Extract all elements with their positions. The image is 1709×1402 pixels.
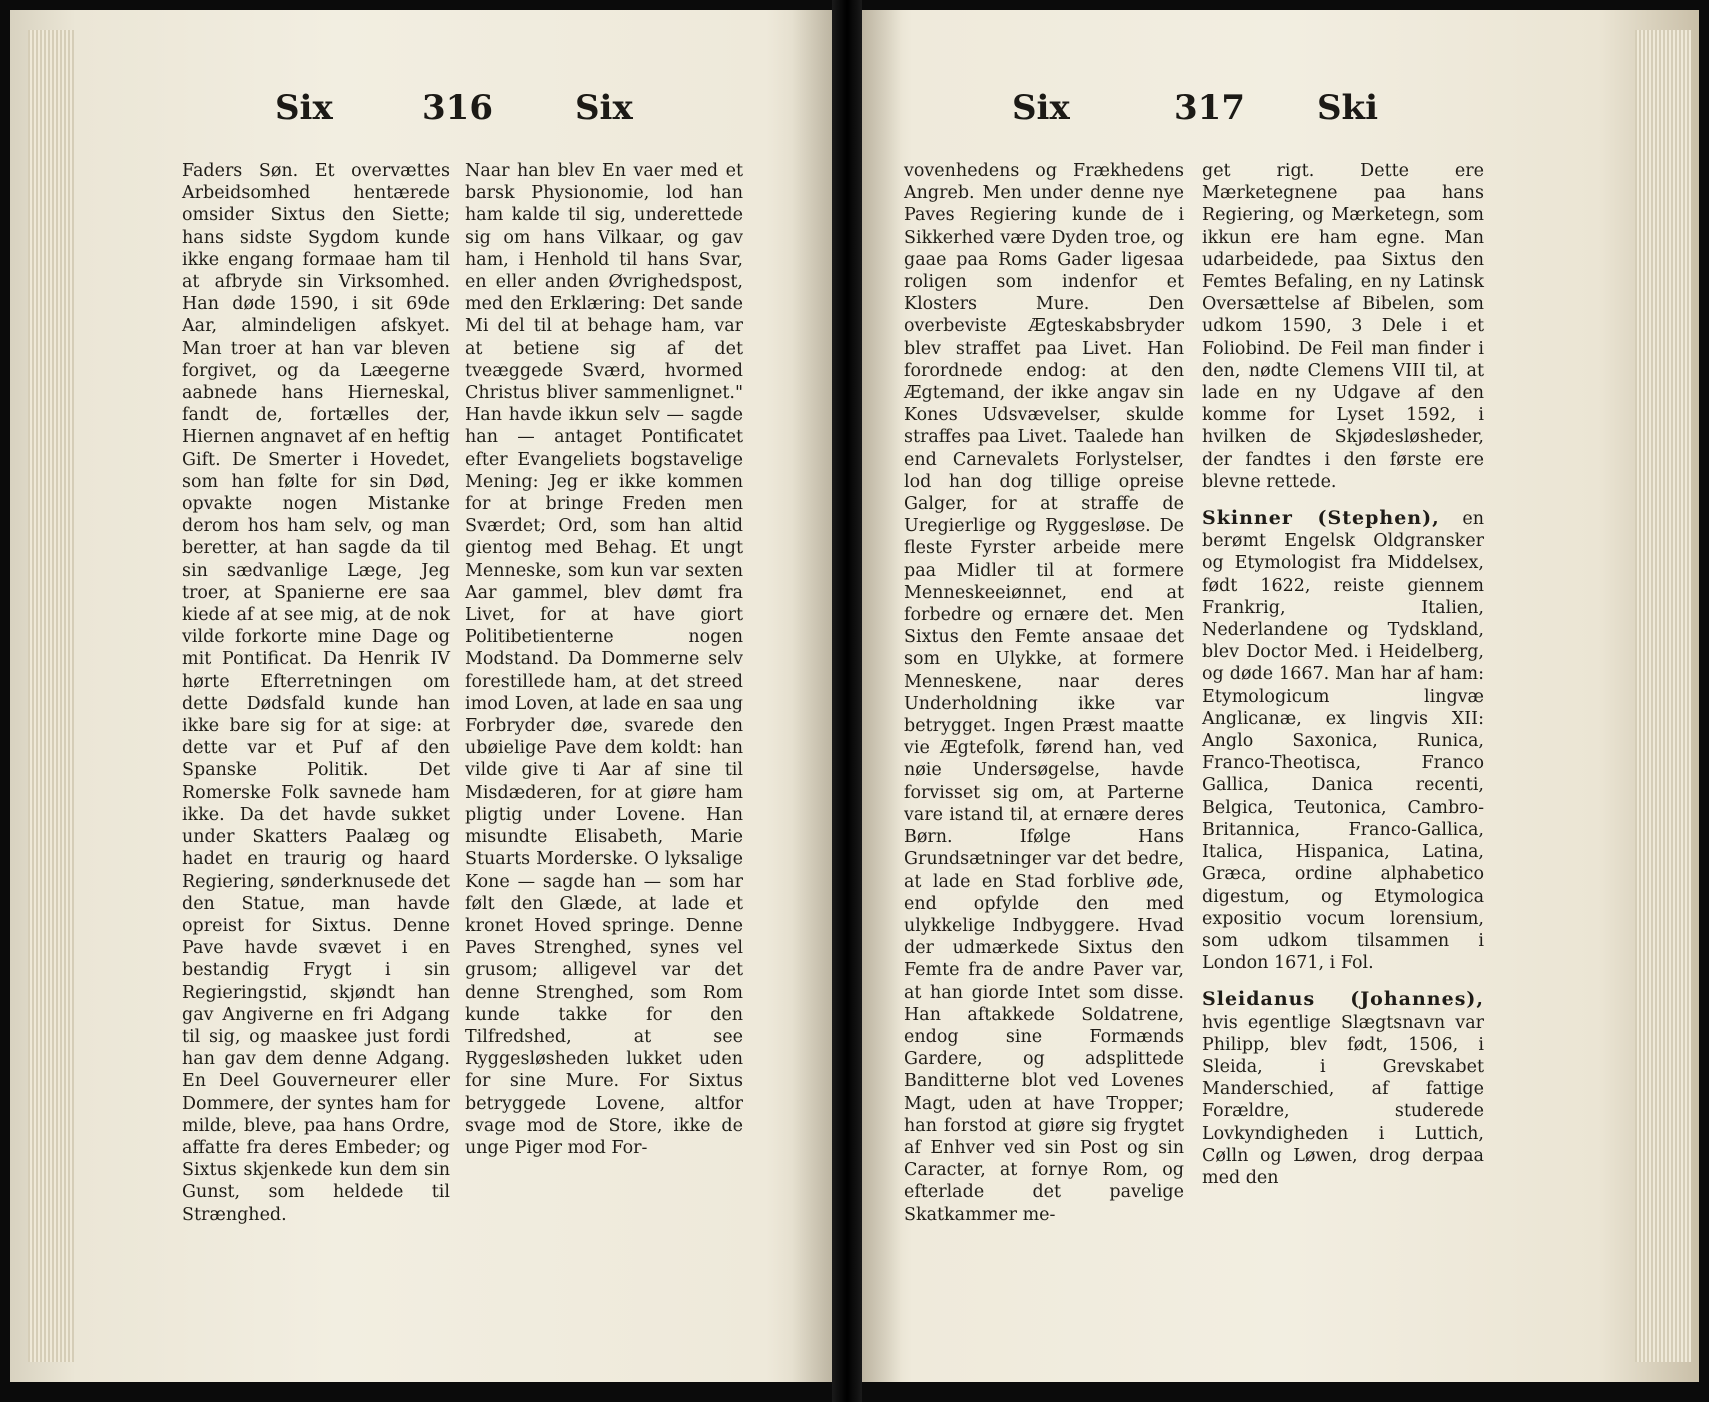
left-running-head: [10, 88, 832, 138]
right-head-word: Six: [1012, 88, 1070, 128]
left-column-2: [465, 160, 743, 1159]
right-col1-text: vovenhedens og Frækhedens Angreb. Men under denne nye Paves Regiering kunde de i Sikkerhed være Dyden troe, og gaae paa Roms Gader ligesaa roligen som indenfor et Klosters Mure. Den overbeviste Ægteskabsbryder blev straffet paa Livet. Han forordnede endog: at den Ægtemand, der ikke angav sin Kones Udsvævelser, skulde straffes paa Livet. Taalede han end Carnevalets Forlystelser, lod han dog tillige opreise Galger, for at straffe de Uregierlige og Ryggesløse. De fleste Fyrster arbeide mere paa Midler til at formere Menneskeeiønnet, end at forbedre og ernære det. Men Sixtus den Femte ansaae det som en Ulykke, at formere Menneskene, naar deres Underholdning ikke var betrygget. Ingen Præst maatte vie Ægtefolk, førend han, ved nøie Undersøgelse, havde forvisset sig om, at Parterne vare istand til, at ernære deres Børn. Ifølge Hans Grundsætninger var det bedre, at lade en Stad forblive øde, end opfylde den med ulykkelige Indbyggere. Hvad der udmærkede Sixtus den Femte fra de andre Paver var, at han giorde Intet som disse. Han aftakkede Soldatrene, endog sine Formænds Gardere, og adsplittede Banditterne blot ved Lovenes Magt, uden at have Tropper; han forstod at giøre sig frygtet af Enhver ved sin Post og sin Caracter, at fornye Rom, og efterlade det pavelige Skatkammer me-: [904, 161, 1184, 1225]
left-column-1: [182, 160, 450, 1226]
left-head-word-right: Six: [575, 88, 633, 128]
left-page-edges: [28, 30, 74, 1362]
entry-sleidanus-body: hvis egentlige Slægtsnavn var Philipp, blev født, 1506, i Sleida, i Grevskabet Manderschied, af fattige Forældre, studerede Lovkyndigheden i Luttich, Cølln og Løwen, drog derpaa med den: [1202, 1012, 1484, 1188]
right-col2-intro: get rigt. Dette ere Mærketegnene paa hans Regiering, og Mærketegn, som ikkun ere ham egne. Man udarbeidede, paa Sixtus den Femtes Befaling, en ny Latinsk Oversættelse af Bibelen, som udkom 1590, 3 Dele i et Foliobind. De Feil man finder i den, nødte Clemens VIII til, at lade en ny Udgave af den komme for Lyset 1592, i hvilken de Skjødesløsheder, der fandtes i den første ere blevne rettede.: [1202, 161, 1484, 492]
entry-sleidanus: [1202, 988, 1484, 1189]
entry-skinner: [1202, 507, 1484, 974]
left-page-number: 316: [422, 88, 493, 128]
right-page-number: 317: [1174, 88, 1245, 128]
entry-sleidanus-head: Sleidanus (Johannes),: [1202, 988, 1484, 1011]
entry-skinner-body: en berømt Engelsk Oldgransker og Etymologist fra Middelsex, født 1622, reiste giennem Frankrig, Italien, Nederlandene og Tydskland, blev Doctor Med. i Heidelberg, og døde 1667. Man har af ham: Etymologicum lingvæ Anglicanæ, ex lingvis XII: Anglo Saxonica, Runica, Franco-Theotisca, Franco Gallica, Danica recenti, Belgica, Teutonica, Cambro-Britannica, Franco-Gallica, Italica, Hispanica, Latina, Græca, ordine alphabetico digestum, og Etymologica expositio vocum lorensium, som udkom tilsammen i London 1671, i Fol.: [1202, 509, 1484, 974]
entry-skinner-head: Skinner (Stephen),: [1202, 507, 1440, 530]
right-column-1: [904, 160, 1184, 1226]
left-page: [10, 10, 832, 1382]
right-page-edges: [1635, 30, 1691, 1362]
right-column-2: [1202, 160, 1484, 1189]
left-col2-text: Naar han blev En vaer med et barsk Physionomie, lod han ham kalde til sig, underettede sig om hans Vilkaar, og gav ham, i Henhold til hans Svar, en eller anden Øvrighedspost, med den Erklæring: Det sande Mi del til at behage ham, var at betiene sig af det tveæggede Sværd, hvormed Christus bliver sammenlignet." Han havde ikkun selv — sagde han — antaget Pontificatet efter Evangeliets bogstavelige Mening: Jeg er ikke kommen for at bringe Freden men Sværdet; Ord, som han altid gientog med Behag. Et ungt Menneske, som kun var sexten Aar gammel, blev dømt fra Livet, for at have giort Politibetienterne nogen Modstand. Da Dommerne selv forestillede ham, at det streed imod Loven, at lade en saa ung Forbryder døe, svarede den ubøielige Pave dem koldt: han vilde give ti Aar af sine til Misdæderen, for at giøre ham pligtig under Lovene. Han misundte Elisabeth, Marie Stuarts Morderske. O lyksalige Kone — sagde han — som har følt den Glæde, at lade et kronet Hoved springe. Denne Paves Strenghed, synes vel grusom; alligevel var det denne Strenghed, som Rom kunde takke for den Tilfredshed, at see Ryggesløsheden lukket uden for sine Mure. For Sixtus betryggede Lovene, altfor svage mod de Store, ikke de unge Piger mod For-: [465, 161, 743, 1158]
left-head-word: Six: [275, 88, 333, 128]
right-page: [862, 10, 1699, 1382]
right-head-word-right: Ski: [1317, 88, 1379, 128]
left-col1-text: Faders Søn. Et overvættes Arbeidsomhed hentærede omsider Sixtus den Siette; hans sidste Sygdom kunde ikke engang formaae ham til at afbryde sin Virksomhed. Han døde 1590, i sit 69de Aar, almindeligen afskyet. Man troer at han var bleven forgivet, og da Læegerne aabnede hans Hierneskal, fandt de, fortælles der, Hiernen angnavet af en heftig Gift. De Smerter i Hovedet, som han følte for sin Død, opvakte nogen Mistanke derom hos ham selv, og man beretter, at han sagde da til sin sædvanlige Læge, Jeg troer, at Spanierne ere saa kiede af at see mig, at de nok vilde forkorte mine Dage og mit Pontificat. Da Henrik IV hørte Efterretningen om dette Dødsfald kunde han ikke bare sig for at sige: at dette var et Puf af den Spanske Politik. Det Romerske Folk savnede ham ikke. Da det havde sukket under Skatters Paalæg og hadet en traurig og haard Regiering, sønderknusede det den Statue, man havde opreist for Sixtus. Denne Pave havde svævet i en bestandig Frygt i sin Regieringstid, skjøndt han gav Angiverne en fri Adgang til sig, og maaskee just fordi han gav dem denne Adgang. En Deel Gouverneurer eller Dommere, der syntes ham for milde, bleve, paa hans Ordre, affatte fra deres Embeder; og Sixtus skjenkede kun dem sin Gunst, som heldede til Strænghed.: [182, 161, 450, 1225]
right-running-head: [862, 88, 1699, 138]
book-gutter: [832, 0, 862, 1402]
